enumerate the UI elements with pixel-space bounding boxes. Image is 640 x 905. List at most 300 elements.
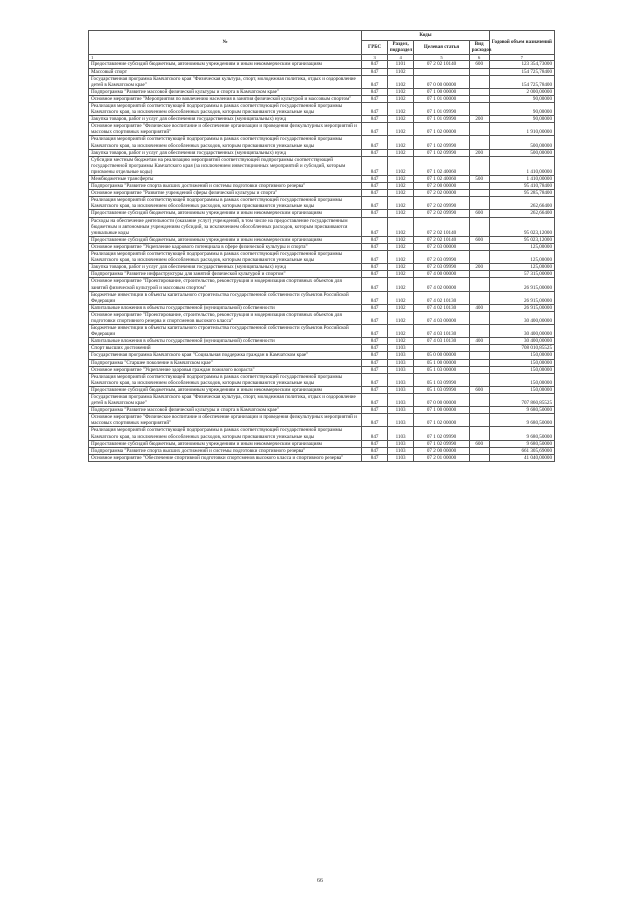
- row-expense-type: [469, 102, 489, 115]
- table-row: [89, 325, 555, 338]
- table-row: [89, 210, 555, 217]
- row-name: Предоставление субсидий бюджетным, автономным учреждениям и иным некоммерческим организациям: [89, 236, 362, 243]
- row-expense-type: [469, 156, 489, 175]
- row-target-article: 07 1 02 09990: [414, 440, 469, 447]
- row-grbs-code: 847: [362, 311, 387, 324]
- row-annual-amount: 500,00000: [489, 136, 554, 149]
- table-row: [89, 75, 555, 88]
- row-razdel-code: 1102: [387, 251, 414, 264]
- row-grbs-code: 847: [362, 352, 387, 359]
- row-target-article: 07 1 02 00000: [414, 414, 469, 427]
- row-name: Реализация мероприятий соответствующей подпрограммы в рамках соответствующей государственной программы Камчатского края, за исключением обособленных расходов, которым присваиваются уникальные коды: [89, 373, 362, 386]
- row-grbs-code: 847: [362, 345, 387, 352]
- row-annual-amount: 9 680,50000: [489, 407, 554, 414]
- row-expense-type: [469, 123, 489, 136]
- row-expense-type: [469, 311, 489, 324]
- table-row: [89, 68, 555, 75]
- row-razdel-code: 1103: [387, 359, 414, 366]
- table-row: [89, 345, 555, 352]
- row-expense-type: [469, 271, 489, 278]
- row-razdel-code: 1102: [387, 338, 414, 345]
- row-expense-type: [469, 345, 489, 352]
- row-expense-type: [469, 373, 489, 386]
- row-expense-type: [469, 243, 489, 250]
- row-target-article: 05 1 00 00000: [414, 359, 469, 366]
- row-target-article: 07 4 03 00000: [414, 311, 469, 324]
- table-row: [89, 394, 555, 407]
- row-expense-type: 600: [469, 440, 489, 447]
- row-razdel-code: 1102: [387, 176, 414, 183]
- row-razdel-code: 1102: [387, 116, 414, 123]
- row-razdel-code: 1102: [387, 264, 414, 271]
- row-target-article: 07 2 02 09990: [414, 197, 469, 210]
- header-razdel: Раздел, подраздел: [387, 41, 414, 55]
- row-razdel-code: 1102: [387, 197, 414, 210]
- row-razdel-code: 1102: [387, 304, 414, 311]
- row-name: Основное мероприятие "Физическое воспитание и обеспечение организации и проведения физкультурных мероприятий и массовых спортивных мероприятий": [89, 414, 362, 427]
- row-name: Закупка товаров, работ и услуг для обеспечения государственных (муниципальных) нужд: [89, 264, 362, 271]
- row-expense-type: [469, 366, 489, 373]
- table-row: [89, 373, 555, 386]
- row-annual-amount: 30 400,00000: [489, 338, 554, 345]
- table-row: [89, 123, 555, 136]
- row-razdel-code: 1102: [387, 311, 414, 324]
- row-expense-type: [469, 352, 489, 359]
- row-razdel-code: 1101: [387, 61, 414, 68]
- row-annual-amount: 500,00000: [489, 149, 554, 156]
- row-grbs-code: 847: [362, 210, 387, 217]
- row-name: Предоставление субсидий бюджетным, автономным учреждениям и иным некоммерческим организациям: [89, 61, 362, 68]
- row-grbs-code: 847: [362, 217, 387, 236]
- row-target-article: 07 1 02 09990: [414, 427, 469, 440]
- row-razdel-code: 1103: [387, 407, 414, 414]
- row-name: Закупка товаров, работ и услуг для обеспечения государственных (муниципальных) нужд: [89, 116, 362, 123]
- row-target-article: 07 2 02 10140: [414, 61, 469, 68]
- header-codes: Коды: [362, 31, 489, 41]
- row-expense-type: [469, 278, 489, 291]
- row-expense-type: 200: [469, 264, 489, 271]
- column-number: 4: [387, 55, 414, 61]
- row-name: Реализация мероприятий соответствующей подпрограммы в рамках соответствующей государственной программы Камчатского края, за исключением обособленных расходов, которым присваиваются уникальные коды: [89, 102, 362, 115]
- row-annual-amount: 9 680,50000: [489, 427, 554, 440]
- row-target-article: 05 1 03 09990: [414, 373, 469, 386]
- row-grbs-code: 847: [362, 102, 387, 115]
- row-grbs-code: 847: [362, 236, 387, 243]
- row-target-article: 07 4 03 10130: [414, 325, 469, 338]
- row-razdel-code: 1103: [387, 440, 414, 447]
- row-grbs-code: 847: [362, 61, 387, 68]
- row-grbs-code: 847: [362, 386, 387, 393]
- row-expense-type: 600: [469, 236, 489, 243]
- row-expense-type: [469, 447, 489, 454]
- row-expense-type: [469, 95, 489, 102]
- row-name: Основное мероприятие "Проектирование, строительство, реконструкция и модернизация спортивных объектов для занятий физической культурой и массовым спортом": [89, 278, 362, 291]
- row-razdel-code: 1103: [387, 345, 414, 352]
- row-razdel-code: 1102: [387, 291, 414, 304]
- table-row: [89, 311, 555, 324]
- row-target-article: 07 2 02 00000: [414, 190, 469, 197]
- row-razdel-code: 1103: [387, 373, 414, 386]
- row-name: Субсидии местным бюджетам на реализацию мероприятий соответствующей подпрограммы соответствующей государственной программы Камчатского края (за исключением инвестиционных мероприятий и субсидий, которым присвоены отдельные коды): [89, 156, 362, 175]
- row-razdel-code: 1102: [387, 75, 414, 88]
- row-target-article: 07 1 02 09990: [414, 149, 469, 156]
- row-grbs-code: 847: [362, 149, 387, 156]
- row-grbs-code: 847: [362, 338, 387, 345]
- row-target-article: 07 1 02 40060: [414, 176, 469, 183]
- row-target-article: [414, 345, 469, 352]
- row-name: Реализация мероприятий соответствующей подпрограммы в рамках соответствующей государственной программы Камчатского края, за исключением обособленных расходов, которым присваиваются уникальные коды: [89, 136, 362, 149]
- row-razdel-code: 1103: [387, 447, 414, 454]
- table-header: [89, 31, 555, 61]
- row-target-article: 05 1 03 00000: [414, 366, 469, 373]
- row-name: Основное мероприятие "Укрепление кадрового потенциала в сфере физической культуры и спорта": [89, 243, 362, 250]
- row-annual-amount: 125,00000: [489, 251, 554, 264]
- table-row: [89, 271, 555, 278]
- row-target-article: 07 2 03 09990: [414, 264, 469, 271]
- row-grbs-code: 847: [362, 427, 387, 440]
- row-grbs-code: 847: [362, 271, 387, 278]
- row-grbs-code: 847: [362, 264, 387, 271]
- row-target-article: 07 1 02 09990: [414, 136, 469, 149]
- row-razdel-code: 1103: [387, 414, 414, 427]
- row-target-article: 07 2 03 09990: [414, 251, 469, 264]
- row-annual-amount: 125,00000: [489, 243, 554, 250]
- row-name: Государственная программа Камчатского края "Физическая культура, спорт, молодежная политика, отдых и оздоровление детей в Камчатском крае": [89, 394, 362, 407]
- row-expense-type: [469, 394, 489, 407]
- row-razdel-code: 1102: [387, 210, 414, 217]
- table-row: [89, 217, 555, 236]
- row-name: Капитальные вложения в объекты государственной (муниципальной) собственности: [89, 338, 362, 345]
- column-number: 5: [414, 55, 469, 61]
- row-razdel-code: 1102: [387, 325, 414, 338]
- header-annual-volume: Годовой объем назначений: [489, 31, 554, 55]
- row-grbs-code: 847: [362, 278, 387, 291]
- table-row: [89, 156, 555, 175]
- row-razdel-code: 1103: [387, 386, 414, 393]
- row-annual-amount: 150,00000: [489, 386, 554, 393]
- header-number: №: [89, 31, 362, 55]
- row-grbs-code: 847: [362, 136, 387, 149]
- row-name: Закупка товаров, работ и услуг для обеспечения государственных (муниципальных) нужд: [89, 149, 362, 156]
- row-grbs-code: 847: [362, 156, 387, 175]
- row-name: Массовый спорт: [89, 68, 362, 75]
- row-annual-amount: 9 680,50000: [489, 440, 554, 447]
- row-target-article: 07 2 02 10140: [414, 217, 469, 236]
- row-expense-type: 600: [469, 386, 489, 393]
- row-annual-amount: 1 410,00000: [489, 156, 554, 175]
- row-expense-type: 400: [469, 304, 489, 311]
- row-name: Предоставление субсидий бюджетным, автономным учреждениям и иным некоммерческим организациям: [89, 440, 362, 447]
- table-row: [89, 414, 555, 427]
- table-row: [89, 407, 555, 414]
- row-annual-amount: 262,66400: [489, 210, 554, 217]
- row-target-article: 07 1 00 00000: [414, 407, 469, 414]
- row-name: Государственная программа Камчатского края "Физическая культура, спорт, молодежная политика, отдых и оздоровление детей в Камчатском крае": [89, 75, 362, 88]
- row-name: Бюджетные инвестиции в объекты капитального строительства государственной собственности субъектов Российской Федерации: [89, 291, 362, 304]
- row-razdel-code: 1102: [387, 95, 414, 102]
- row-razdel-code: 1103: [387, 394, 414, 407]
- row-annual-amount: 26 915,00000: [489, 291, 554, 304]
- row-name: Реализация мероприятий соответствующей подпрограммы в рамках соответствующей государственной программы Камчатского края, за исключением обособленных расходов, которым присваиваются уникальные коды: [89, 251, 362, 264]
- row-grbs-code: 847: [362, 183, 387, 190]
- row-grbs-code: 847: [362, 414, 387, 427]
- row-annual-amount: 95 410,78400: [489, 183, 554, 190]
- column-number: 6: [469, 55, 489, 61]
- row-razdel-code: 1102: [387, 236, 414, 243]
- row-grbs-code: 847: [362, 359, 387, 366]
- row-target-article: 07 4 02 10130: [414, 304, 469, 311]
- row-annual-amount: 9 680,50000: [489, 414, 554, 427]
- header-grbs: ГРБС: [362, 41, 387, 55]
- row-annual-amount: 90,00000: [489, 102, 554, 115]
- row-target-article: 07 1 01 09990: [414, 102, 469, 115]
- row-annual-amount: 41 040,00000: [489, 454, 554, 461]
- table-row: [89, 454, 555, 461]
- table-row: [89, 176, 555, 183]
- row-expense-type: 600: [469, 61, 489, 68]
- row-name: Предоставление субсидий бюджетным, автономным учреждениям и иным некоммерческим организациям: [89, 210, 362, 217]
- row-name: Основное мероприятие "Развитие учреждений сферы физической культуры и спорта": [89, 190, 362, 197]
- row-annual-amount: 150,00000: [489, 373, 554, 386]
- row-name: Основное мероприятие "Проектирование, строительство, реконструкция и модернизация спортивных объектов для подготовки спортивного резерва и спортсменов высокого класса": [89, 311, 362, 324]
- row-name: Основное мероприятие "Обеспечение спортивной подготовки спортсменов высокого класса и спортивного резерва": [89, 454, 362, 461]
- row-name: Подпрограмма "Развитие спорта высших достижений и системы подготовки спортивного резерва": [89, 447, 362, 454]
- row-razdel-code: 1102: [387, 183, 414, 190]
- row-annual-amount: 123 354,73000: [489, 61, 554, 68]
- row-name: Подпрограмма "Развитие спорта высших достижений и системы подготовки спортивного резерва": [89, 183, 362, 190]
- column-number: 1: [89, 55, 362, 61]
- row-grbs-code: 847: [362, 373, 387, 386]
- row-target-article: 07 2 03 00000: [414, 243, 469, 250]
- row-target-article: 07 4 02 10130: [414, 291, 469, 304]
- row-target-article: 07 2 02 10140: [414, 236, 469, 243]
- row-target-article: 07 4 03 10130: [414, 338, 469, 345]
- row-name: Подпрограмма "Развитие массовой физической культуры и спорта в Камчатском крае": [89, 88, 362, 95]
- row-annual-amount: 30 400,00000: [489, 311, 554, 324]
- table-row: [89, 116, 555, 123]
- row-annual-amount: 90,00000: [489, 116, 554, 123]
- table-body: [89, 61, 555, 462]
- row-annual-amount: 90,00000: [489, 95, 554, 102]
- row-name: Расходы на обеспечение деятельности (оказание услуг) учреждений, в том числе на предоставление государственным бюджетным и автономным учреждениям субсидий, за исключением обособленных расходов, которым присваиваются уникальные коды: [89, 217, 362, 236]
- table-row: [89, 447, 555, 454]
- header-celevaya-statya: Целевая статья: [414, 41, 469, 55]
- row-target-article: 07 0 00 00000: [414, 394, 469, 407]
- row-name: Подпрограмма "Развитие инфраструктуры для занятий физической культурой и спортом": [89, 271, 362, 278]
- row-razdel-code: 1103: [387, 366, 414, 373]
- row-target-article: 07 2 00 00000: [414, 447, 469, 454]
- row-target-article: 07 1 00 00000: [414, 88, 469, 95]
- row-expense-type: [469, 427, 489, 440]
- row-annual-amount: 150,00000: [489, 366, 554, 373]
- row-expense-type: [469, 407, 489, 414]
- row-razdel-code: 1102: [387, 136, 414, 149]
- row-grbs-code: 847: [362, 88, 387, 95]
- row-annual-amount: 95 285,78400: [489, 190, 554, 197]
- row-expense-type: 400: [469, 338, 489, 345]
- row-target-article: 07 1 02 40060: [414, 156, 469, 175]
- row-target-article: 07 2 02 09990: [414, 210, 469, 217]
- row-razdel-code: 1102: [387, 190, 414, 197]
- row-razdel-code: 1102: [387, 123, 414, 136]
- row-grbs-code: 847: [362, 95, 387, 102]
- row-annual-amount: 2 000,00000: [489, 88, 554, 95]
- budget-table: [88, 30, 555, 462]
- table-row: [89, 427, 555, 440]
- row-grbs-code: 847: [362, 190, 387, 197]
- table-row: [89, 291, 555, 304]
- row-target-article: 07 1 01 00000: [414, 95, 469, 102]
- row-expense-type: [469, 359, 489, 366]
- table-row: [89, 190, 555, 197]
- row-expense-type: 200: [469, 149, 489, 156]
- row-razdel-code: 1103: [387, 352, 414, 359]
- row-annual-amount: 154 725,78400: [489, 68, 554, 75]
- row-grbs-code: 847: [362, 407, 387, 414]
- row-grbs-code: 847: [362, 123, 387, 136]
- row-annual-amount: 95 023,12000: [489, 217, 554, 236]
- row-razdel-code: 1102: [387, 68, 414, 75]
- table-row: [89, 95, 555, 102]
- column-number: 3: [362, 55, 387, 61]
- row-grbs-code: 847: [362, 454, 387, 461]
- row-annual-amount: 26 915,00000: [489, 304, 554, 311]
- row-annual-amount: 26 915,00000: [489, 278, 554, 291]
- row-grbs-code: 847: [362, 366, 387, 373]
- row-name: Предоставление субсидий бюджетным, автономным учреждениям и иным некоммерческим организациям: [89, 386, 362, 393]
- row-annual-amount: 262,66400: [489, 197, 554, 210]
- row-grbs-code: 847: [362, 440, 387, 447]
- row-target-article: 07 2 01 00000: [414, 454, 469, 461]
- table-row: [89, 304, 555, 311]
- table-row: [89, 149, 555, 156]
- table-row: [89, 278, 555, 291]
- row-razdel-code: 1103: [387, 427, 414, 440]
- row-expense-type: 500: [469, 176, 489, 183]
- row-name: Межбюджетные трансферты: [89, 176, 362, 183]
- row-annual-amount: 150,00000: [489, 352, 554, 359]
- row-grbs-code: 847: [362, 251, 387, 264]
- row-expense-type: [469, 75, 489, 88]
- row-name: Основное мероприятие "Укрепление здоровья граждан пожилого возраста": [89, 366, 362, 373]
- row-razdel-code: 1102: [387, 156, 414, 175]
- row-expense-type: [469, 217, 489, 236]
- row-grbs-code: 847: [362, 68, 387, 75]
- row-annual-amount: 707 860,85525: [489, 394, 554, 407]
- row-expense-type: 200: [469, 116, 489, 123]
- row-annual-amount: 708 010,85525: [489, 345, 554, 352]
- row-grbs-code: 847: [362, 197, 387, 210]
- row-razdel-code: 1103: [387, 454, 414, 461]
- row-name: Бюджетные инвестиции в объекты капитального строительства государственной собственности субъектов Российской Федерации: [89, 325, 362, 338]
- row-grbs-code: 847: [362, 394, 387, 407]
- row-name: Реализация мероприятий соответствующей подпрограммы в рамках соответствующей государственной программы Камчатского края, за исключением обособленных расходов, которым присваиваются уникальные коды: [89, 197, 362, 210]
- row-expense-type: [469, 414, 489, 427]
- row-razdel-code: 1102: [387, 88, 414, 95]
- table-row: [89, 136, 555, 149]
- row-razdel-code: 1102: [387, 217, 414, 236]
- row-annual-amount: 125,00000: [489, 264, 554, 271]
- row-grbs-code: 847: [362, 243, 387, 250]
- row-expense-type: 600: [469, 210, 489, 217]
- header-vid-rashodov: Вид расходов: [469, 41, 489, 55]
- row-grbs-code: 847: [362, 75, 387, 88]
- row-razdel-code: 1102: [387, 149, 414, 156]
- row-annual-amount: 30 400,00000: [489, 325, 554, 338]
- column-number: 7: [489, 55, 554, 61]
- row-name: Подпрограмма "Старшее поколение в Камчатском крае": [89, 359, 362, 366]
- row-target-article: 07 4 00 00000: [414, 271, 469, 278]
- row-name: Основное мероприятие "Физическое воспитание и обеспечение организации и проведения физкультурных мероприятий и массовых спортивных мероприятий": [89, 123, 362, 136]
- row-grbs-code: 847: [362, 447, 387, 454]
- row-target-article: 07 2 00 00000: [414, 183, 469, 190]
- row-target-article: 05 1 03 09990: [414, 386, 469, 393]
- row-razdel-code: 1102: [387, 271, 414, 278]
- row-grbs-code: 847: [362, 291, 387, 304]
- row-annual-amount: 661 305,69000: [489, 447, 554, 454]
- row-razdel-code: 1102: [387, 102, 414, 115]
- row-name: Государственная программа Камчатского края "Социальная поддержка граждан в Камчатском крае": [89, 352, 362, 359]
- row-annual-amount: 154 725,78400: [489, 75, 554, 88]
- table-row: [89, 251, 555, 264]
- row-target-article: 05 0 00 00000: [414, 352, 469, 359]
- row-expense-type: [469, 291, 489, 304]
- row-target-article: 07 1 01 09990: [414, 116, 469, 123]
- row-expense-type: [469, 183, 489, 190]
- row-target-article: [414, 68, 469, 75]
- table-row: [89, 88, 555, 95]
- row-name: Реализация мероприятий соответствующей подпрограммы в рамках соответствующей государственной программы Камчатского края, за исключением обособленных расходов, которым присваиваются уникальные коды: [89, 427, 362, 440]
- row-target-article: 07 0 00 00000: [414, 75, 469, 88]
- row-expense-type: [469, 68, 489, 75]
- row-expense-type: [469, 325, 489, 338]
- row-grbs-code: 847: [362, 176, 387, 183]
- row-razdel-code: 1102: [387, 243, 414, 250]
- row-annual-amount: 1 410,00000: [489, 176, 554, 183]
- row-expense-type: [469, 190, 489, 197]
- table-row: [89, 359, 555, 366]
- row-annual-amount: 57 315,00000: [489, 271, 554, 278]
- row-name: Капитальные вложения в объекты государственной (муниципальной) собственности: [89, 304, 362, 311]
- table-row: [89, 338, 555, 345]
- row-expense-type: [469, 136, 489, 149]
- row-name: Основное мероприятие "Мероприятия по вовлечению населения в занятия физической культурой и массовым спортом": [89, 95, 362, 102]
- table-row: [89, 264, 555, 271]
- table-row: [89, 102, 555, 115]
- row-target-article: 07 1 02 00000: [414, 123, 469, 136]
- row-grbs-code: 847: [362, 325, 387, 338]
- row-grbs-code: 847: [362, 116, 387, 123]
- row-expense-type: [469, 197, 489, 210]
- table-row: [89, 243, 555, 250]
- table-row: [89, 236, 555, 243]
- table-row: [89, 197, 555, 210]
- table-row: [89, 352, 555, 359]
- table-row: [89, 366, 555, 373]
- row-expense-type: [469, 454, 489, 461]
- table-row: [89, 61, 555, 68]
- row-razdel-code: 1102: [387, 278, 414, 291]
- row-annual-amount: 95 023,12000: [489, 236, 554, 243]
- row-expense-type: [469, 88, 489, 95]
- table-row: [89, 183, 555, 190]
- table-row: [89, 440, 555, 447]
- row-expense-type: [469, 251, 489, 264]
- row-target-article: 07 4 02 00000: [414, 278, 469, 291]
- row-annual-amount: 1 910,00000: [489, 123, 554, 136]
- row-annual-amount: 150,00000: [489, 359, 554, 366]
- table-row: [89, 386, 555, 393]
